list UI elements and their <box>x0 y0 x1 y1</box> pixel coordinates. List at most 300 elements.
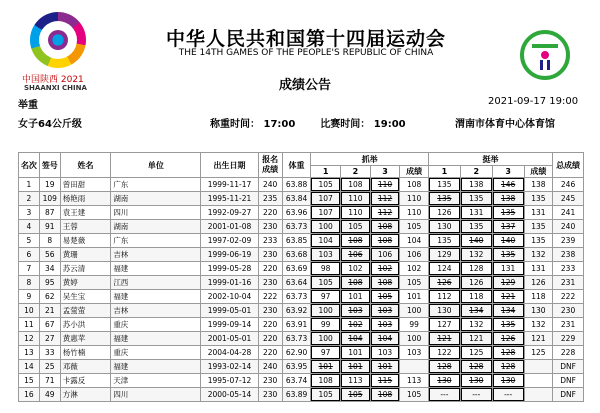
games-logo <box>22 12 92 98</box>
header-snatch: 抓举 <box>311 153 429 166</box>
cj-attempt-2-cell: 128 <box>460 360 492 374</box>
bodyweight-cell: 63.88 <box>282 178 311 192</box>
unit-cell: 四川 <box>111 206 201 220</box>
snatch-result-cell: 101 <box>400 290 429 304</box>
rank-cell: 7 <box>19 262 40 276</box>
snatch-attempt-3-cell: 103 <box>370 346 400 360</box>
lot-cell: 19 <box>39 178 60 192</box>
cj-attempt-1-cell: 121 <box>428 332 460 346</box>
games-emblem-core-icon <box>48 30 68 50</box>
cj-attempt-2-cell: 135 <box>460 192 492 206</box>
cj-attempt-3-cell: 146 <box>492 178 524 192</box>
table-row <box>19 234 584 248</box>
unit-cell: 天津 <box>111 374 201 388</box>
bodyweight-cell: 63.89 <box>282 388 311 402</box>
entry-total-cell: 220 <box>258 318 282 332</box>
birth-date-cell: 1999-11-17 <box>201 178 258 192</box>
lot-cell: 87 <box>39 206 60 220</box>
cj-attempt-2-cell: 130 <box>460 374 492 388</box>
snatch-attempt-3-cell: 102 <box>370 262 400 276</box>
snatch-attempt-1-cell: 105 <box>311 178 341 192</box>
snatch-attempt-3-cell: 103 <box>370 304 400 318</box>
bodyweight-cell: 63.74 <box>282 374 311 388</box>
cj-result-cell: 125 <box>524 346 553 360</box>
unit-cell: 福建 <box>111 262 201 276</box>
snatch-attempt-1-cell: 101 <box>311 360 341 374</box>
cj-attempt-1-cell: 135 <box>428 178 460 192</box>
cj-attempt-2-cell: 134 <box>460 304 492 318</box>
cj-attempt-3-cell: 126 <box>492 332 524 346</box>
unit-cell: 广东 <box>111 234 201 248</box>
header-rank: 名次 <box>19 153 40 178</box>
bodyweight-cell: 63.64 <box>282 276 311 290</box>
snatch-attempt-3-cell: 101 <box>370 360 400 374</box>
snatch-attempt-3-cell: 105 <box>370 290 400 304</box>
snatch-result-cell: 105 <box>400 276 429 290</box>
table-row <box>19 276 584 290</box>
snatch-attempt-2-cell: 103 <box>341 304 371 318</box>
cj-attempt-3-cell: 135 <box>492 248 524 262</box>
cj-attempt-2-cell: 126 <box>460 276 492 290</box>
table-row <box>19 192 584 206</box>
total-cell: 228 <box>553 346 584 360</box>
table-row <box>19 290 584 304</box>
rank-cell: 8 <box>19 276 40 290</box>
snatch-attempt-3-cell: 112 <box>370 192 400 206</box>
athlete-name-cell: 苏小洪 <box>60 318 111 332</box>
table-row <box>19 388 584 402</box>
birth-date-cell: 2001-05-01 <box>201 332 258 346</box>
weigh-in-time: 17:00 <box>263 119 296 130</box>
cj-result-cell: 126 <box>524 276 553 290</box>
snatch-attempt-2-cell: 113 <box>341 374 371 388</box>
bodyweight-cell: 63.92 <box>282 304 311 318</box>
total-cell: 245 <box>553 192 584 206</box>
cj-result-cell: 121 <box>524 332 553 346</box>
athlete-name-cell: 曾田甜 <box>60 178 111 192</box>
snatch-result-cell: 99 <box>400 318 429 332</box>
snatch-attempt-1-cell: 103 <box>311 248 341 262</box>
header-cj-3: 3 <box>492 166 524 178</box>
rank-cell: 12 <box>19 332 40 346</box>
cj-attempt-2-cell: 131 <box>460 206 492 220</box>
cj-result-cell: 132 <box>524 318 553 332</box>
athlete-name-cell: 袁王建 <box>60 206 111 220</box>
snatch-attempt-2-cell: 108 <box>341 276 371 290</box>
entry-total-cell: 230 <box>258 220 282 234</box>
sport-label: 举重 <box>18 100 38 111</box>
games-title-en: THE 14TH GAMES OF THE PEOPLE'S REPUBLIC OF CHINA <box>178 48 434 58</box>
lot-cell: 33 <box>39 346 60 360</box>
athlete-name-cell: 苏云清 <box>60 262 111 276</box>
cj-attempt-2-cell: 118 <box>460 290 492 304</box>
competition-label: 比赛时间： <box>320 119 371 130</box>
event-label: 女子64公斤级 <box>18 119 82 130</box>
athlete-name-cell: 黄婷 <box>60 276 111 290</box>
header-name: 姓名 <box>60 153 111 178</box>
document-datetime: 2021-09-17 19:00 <box>488 96 579 107</box>
athlete-name-cell: 黄惠苹 <box>60 332 111 346</box>
cj-attempt-3-cell: 138 <box>492 192 524 206</box>
snatch-attempt-2-cell: 101 <box>341 360 371 374</box>
snatch-attempt-2-cell: 101 <box>341 346 371 360</box>
birth-date-cell: 2000-05-14 <box>201 388 258 402</box>
entry-total-cell: 222 <box>258 290 282 304</box>
lot-cell: 67 <box>39 318 60 332</box>
cj-result-cell: 138 <box>524 178 553 192</box>
rank-cell: 15 <box>19 374 40 388</box>
snatch-attempt-3-cell: 115 <box>370 374 400 388</box>
snatch-result-cell: 113 <box>400 374 429 388</box>
athlete-name-cell: 孟萤萤 <box>60 304 111 318</box>
logo-caption-cn: 中国陕西 2021 <box>22 75 84 85</box>
total-cell: 229 <box>553 332 584 346</box>
bodyweight-cell: 63.91 <box>282 318 311 332</box>
unit-cell: 吉林 <box>111 248 201 262</box>
snatch-attempt-3-cell: 108 <box>370 276 400 290</box>
header-entry: 报名成绩 <box>258 153 282 178</box>
snatch-attempt-3-cell: 108 <box>370 388 400 402</box>
total-cell: 233 <box>553 262 584 276</box>
total-cell: 240 <box>553 220 584 234</box>
snatch-attempt-1-cell: 105 <box>311 276 341 290</box>
header-snatch-1: 1 <box>311 166 341 178</box>
table-row <box>19 248 584 262</box>
unit-cell: 重庆 <box>111 346 201 360</box>
snatch-result-cell: 105 <box>400 388 429 402</box>
cj-result-cell <box>524 374 553 388</box>
snatch-attempt-1-cell: 108 <box>311 374 341 388</box>
rank-cell: 2 <box>19 192 40 206</box>
document-title: 成绩公告 <box>278 78 331 93</box>
header-birth: 出生日期 <box>201 153 258 178</box>
cj-result-cell: 118 <box>524 290 553 304</box>
snatch-attempt-1-cell: 105 <box>311 388 341 402</box>
bodyweight-cell: 63.73 <box>282 220 311 234</box>
cj-attempt-2-cell: --- <box>460 388 492 402</box>
cj-attempt-3-cell: 130 <box>492 374 524 388</box>
bodyweight-cell: 63.95 <box>282 360 311 374</box>
cj-result-cell: 131 <box>524 262 553 276</box>
bodyweight-cell: 63.69 <box>282 262 311 276</box>
table-row <box>19 332 584 346</box>
unit-cell: 四川 <box>111 388 201 402</box>
rank-cell: 6 <box>19 248 40 262</box>
cj-result-cell: 135 <box>524 234 553 248</box>
bodyweight-cell: 63.73 <box>282 290 311 304</box>
bodyweight-cell: 62.90 <box>282 346 311 360</box>
rank-cell: 16 <box>19 388 40 402</box>
snatch-attempt-2-cell: 105 <box>341 388 371 402</box>
cj-attempt-3-cell: 121 <box>492 290 524 304</box>
header-bodyweight: 体重 <box>282 153 311 178</box>
birth-date-cell: 1992-09-27 <box>201 206 258 220</box>
cj-attempt-1-cell: 126 <box>428 206 460 220</box>
entry-total-cell: 220 <box>258 206 282 220</box>
results-table <box>18 152 584 402</box>
snatch-attempt-3-cell: 112 <box>370 206 400 220</box>
snatch-attempt-3-cell: 106 <box>370 248 400 262</box>
athlete-name-cell: 王蓉 <box>60 220 111 234</box>
results-body <box>19 178 584 402</box>
header-clean-jerk: 挺举 <box>428 153 552 166</box>
snatch-result-cell: 110 <box>400 206 429 220</box>
snatch-attempt-2-cell: 110 <box>341 192 371 206</box>
snatch-attempt-1-cell: 100 <box>311 304 341 318</box>
cj-attempt-1-cell: 129 <box>428 248 460 262</box>
rank-cell: 3 <box>19 206 40 220</box>
cj-attempt-1-cell: 127 <box>428 318 460 332</box>
athlete-name-cell: 邓薇 <box>60 360 111 374</box>
rank-cell: 13 <box>19 346 40 360</box>
table-row <box>19 178 584 192</box>
entry-total-cell: 230 <box>258 248 282 262</box>
cj-attempt-1-cell: 135 <box>428 192 460 206</box>
cj-attempt-2-cell: 132 <box>460 318 492 332</box>
snatch-result-cell: 100 <box>400 304 429 318</box>
bodyweight-cell: 63.96 <box>282 206 311 220</box>
unit-cell: 湖南 <box>111 220 201 234</box>
snatch-result-cell: 108 <box>400 178 429 192</box>
lot-cell: 62 <box>39 290 60 304</box>
athlete-name-cell: 方淋 <box>60 388 111 402</box>
cj-result-cell: 135 <box>524 220 553 234</box>
unit-cell: 广东 <box>111 178 201 192</box>
lot-cell: 49 <box>39 388 60 402</box>
entry-total-cell: 220 <box>258 262 282 276</box>
cj-attempt-3-cell: 128 <box>492 346 524 360</box>
snatch-attempt-2-cell: 106 <box>341 248 371 262</box>
birth-date-cell: 2004-04-28 <box>201 346 258 360</box>
rank-cell: 4 <box>19 220 40 234</box>
lot-cell: 8 <box>39 234 60 248</box>
header-lot: 签号 <box>39 153 60 178</box>
rank-cell: 11 <box>19 318 40 332</box>
unit-cell: 重庆 <box>111 318 201 332</box>
snatch-attempt-3-cell: 110 <box>370 178 400 192</box>
snatch-attempt-3-cell: 108 <box>370 220 400 234</box>
table-row <box>19 220 584 234</box>
cj-attempt-1-cell: 126 <box>428 276 460 290</box>
header-cj-2: 2 <box>460 166 492 178</box>
cj-attempt-1-cell: 124 <box>428 262 460 276</box>
cj-attempt-1-cell: --- <box>428 388 460 402</box>
snatch-attempt-1-cell: 107 <box>311 206 341 220</box>
table-row <box>19 318 584 332</box>
cj-attempt-2-cell: 121 <box>460 332 492 346</box>
birth-date-cell: 1999-06-19 <box>201 248 258 262</box>
lot-cell: 71 <box>39 374 60 388</box>
games-title-cn: 中华人民共和国第十四届运动会 <box>165 28 446 50</box>
athlete-name-cell: 杨竹楠 <box>60 346 111 360</box>
birth-date-cell: 1995-11-21 <box>201 192 258 206</box>
total-cell: 230 <box>553 304 584 318</box>
cj-attempt-3-cell: 131 <box>492 262 524 276</box>
lot-cell: 95 <box>39 276 60 290</box>
snatch-attempt-1-cell: 97 <box>311 346 341 360</box>
birth-date-cell: 1995-07-12 <box>201 374 258 388</box>
snatch-result-cell: 106 <box>400 248 429 262</box>
bodyweight-cell: 63.85 <box>282 234 311 248</box>
cj-attempt-3-cell: --- <box>492 388 524 402</box>
bodyweight-cell: 63.84 <box>282 192 311 206</box>
snatch-attempt-2-cell: 101 <box>341 290 371 304</box>
cj-attempt-2-cell: 132 <box>460 248 492 262</box>
snatch-attempt-3-cell: 103 <box>370 318 400 332</box>
cj-attempt-2-cell: 138 <box>460 178 492 192</box>
snatch-result-cell: 104 <box>400 234 429 248</box>
snatch-attempt-1-cell: 107 <box>311 192 341 206</box>
snatch-attempt-2-cell: 104 <box>341 332 371 346</box>
header-snatch-2: 2 <box>341 166 371 178</box>
table-row <box>19 374 584 388</box>
rank-cell: 9 <box>19 290 40 304</box>
cj-attempt-1-cell: 122 <box>428 346 460 360</box>
lot-cell: 109 <box>39 192 60 206</box>
cj-attempt-2-cell: 140 <box>460 234 492 248</box>
snatch-attempt-3-cell: 108 <box>370 234 400 248</box>
cj-attempt-1-cell: 130 <box>428 374 460 388</box>
birth-date-cell: 1999-05-28 <box>201 262 258 276</box>
cj-attempt-3-cell: 129 <box>492 276 524 290</box>
lifter-body-icon <box>540 60 550 70</box>
birth-date-cell: 1993-02-14 <box>201 360 258 374</box>
header-cj-1: 1 <box>428 166 460 178</box>
lot-cell: 34 <box>39 262 60 276</box>
cj-result-cell: 131 <box>524 206 553 220</box>
birth-date-cell: 1999-01-16 <box>201 276 258 290</box>
cj-attempt-1-cell: 130 <box>428 220 460 234</box>
unit-cell: 福建 <box>111 290 201 304</box>
snatch-result-cell: 105 <box>400 220 429 234</box>
total-cell: DNF <box>553 374 584 388</box>
total-cell: 239 <box>553 234 584 248</box>
lot-cell: 21 <box>39 304 60 318</box>
unit-cell: 吉林 <box>111 304 201 318</box>
competition-time: 19:00 <box>373 119 406 130</box>
cj-attempt-2-cell: 128 <box>460 262 492 276</box>
cj-attempt-1-cell: 128 <box>428 360 460 374</box>
snatch-attempt-2-cell: 108 <box>341 178 371 192</box>
snatch-attempt-1-cell: 98 <box>311 262 341 276</box>
snatch-result-cell <box>400 360 429 374</box>
cj-result-cell: 130 <box>524 304 553 318</box>
unit-cell: 福建 <box>111 360 201 374</box>
athlete-name-cell: 卡露反 <box>60 374 111 388</box>
lot-cell: 27 <box>39 332 60 346</box>
total-cell: 231 <box>553 276 584 290</box>
table-row <box>19 304 584 318</box>
snatch-attempt-2-cell: 102 <box>341 262 371 276</box>
snatch-result-cell: 103 <box>400 346 429 360</box>
unit-cell: 福建 <box>111 332 201 346</box>
snatch-attempt-2-cell: 102 <box>341 318 371 332</box>
cj-attempt-3-cell: 135 <box>492 206 524 220</box>
snatch-result-cell: 102 <box>400 262 429 276</box>
birth-date-cell: 1999-05-01 <box>201 304 258 318</box>
cj-attempt-3-cell: 137 <box>492 220 524 234</box>
snatch-attempt-2-cell: 108 <box>341 234 371 248</box>
birth-date-cell: 1999-09-14 <box>201 318 258 332</box>
unit-cell: 江西 <box>111 276 201 290</box>
cj-attempt-1-cell: 112 <box>428 290 460 304</box>
cj-attempt-3-cell: 128 <box>492 360 524 374</box>
header-snatch-3: 3 <box>370 166 400 178</box>
table-row <box>19 346 584 360</box>
entry-total-cell: 220 <box>258 346 282 360</box>
snatch-attempt-1-cell: 100 <box>311 220 341 234</box>
cj-result-cell: 135 <box>524 192 553 206</box>
cj-attempt-3-cell: 134 <box>492 304 524 318</box>
athlete-name-cell: 杨艳雨 <box>60 192 111 206</box>
birth-date-cell: 2001-01-08 <box>201 220 258 234</box>
athlete-name-cell: 黄珊 <box>60 248 111 262</box>
rank-cell: 10 <box>19 304 40 318</box>
entry-total-cell: 240 <box>258 360 282 374</box>
snatch-attempt-1-cell: 104 <box>311 234 341 248</box>
cj-attempt-3-cell: 140 <box>492 234 524 248</box>
cj-attempt-1-cell: 135 <box>428 234 460 248</box>
rank-cell: 5 <box>19 234 40 248</box>
snatch-attempt-1-cell: 99 <box>311 318 341 332</box>
table-row <box>19 360 584 374</box>
snatch-attempt-3-cell: 104 <box>370 332 400 346</box>
entry-total-cell: 230 <box>258 374 282 388</box>
barbell-icon <box>532 44 558 48</box>
cj-attempt-2-cell: 135 <box>460 220 492 234</box>
total-cell: DNF <box>553 388 584 402</box>
bodyweight-cell: 63.73 <box>282 332 311 346</box>
total-cell: 222 <box>553 290 584 304</box>
snatch-attempt-2-cell: 110 <box>341 206 371 220</box>
entry-total-cell: 230 <box>258 304 282 318</box>
birth-date-cell: 2002-10-04 <box>201 290 258 304</box>
weigh-in-label: 称重时间： <box>210 119 260 130</box>
header-unit: 单位 <box>111 153 201 178</box>
rank-cell: 1 <box>19 178 40 192</box>
athlete-name-cell: 易楚薇 <box>60 234 111 248</box>
snatch-attempt-2-cell: 105 <box>341 220 371 234</box>
cj-attempt-1-cell: 130 <box>428 304 460 318</box>
athlete-name-cell: 吴生宝 <box>60 290 111 304</box>
entry-total-cell: 233 <box>258 234 282 248</box>
entry-total-cell: 235 <box>258 192 282 206</box>
unit-cell: 湖南 <box>111 192 201 206</box>
total-cell: 238 <box>553 248 584 262</box>
lot-cell: 91 <box>39 220 60 234</box>
header-snatch-result: 成绩 <box>400 166 429 178</box>
lifter-head-icon <box>541 51 549 59</box>
header-cj-result: 成绩 <box>524 166 553 178</box>
entry-total-cell: 230 <box>258 388 282 402</box>
total-cell: 231 <box>553 318 584 332</box>
cj-attempt-2-cell: 125 <box>460 346 492 360</box>
table-row <box>19 206 584 220</box>
birth-date-cell: 1997-02-09 <box>201 234 258 248</box>
entry-total-cell: 230 <box>258 276 282 290</box>
schedule-times <box>210 115 406 130</box>
cj-attempt-3-cell: 135 <box>492 318 524 332</box>
header-total: 总成绩 <box>553 153 584 178</box>
total-cell: 241 <box>553 206 584 220</box>
bodyweight-cell: 63.68 <box>282 248 311 262</box>
snatch-result-cell: 110 <box>400 192 429 206</box>
venue-label: 渭南市体育中心体育馆 <box>455 119 555 130</box>
snatch-result-cell: 100 <box>400 332 429 346</box>
cj-result-cell <box>524 388 553 402</box>
cj-result-cell: 132 <box>524 248 553 262</box>
cj-result-cell <box>524 360 553 374</box>
